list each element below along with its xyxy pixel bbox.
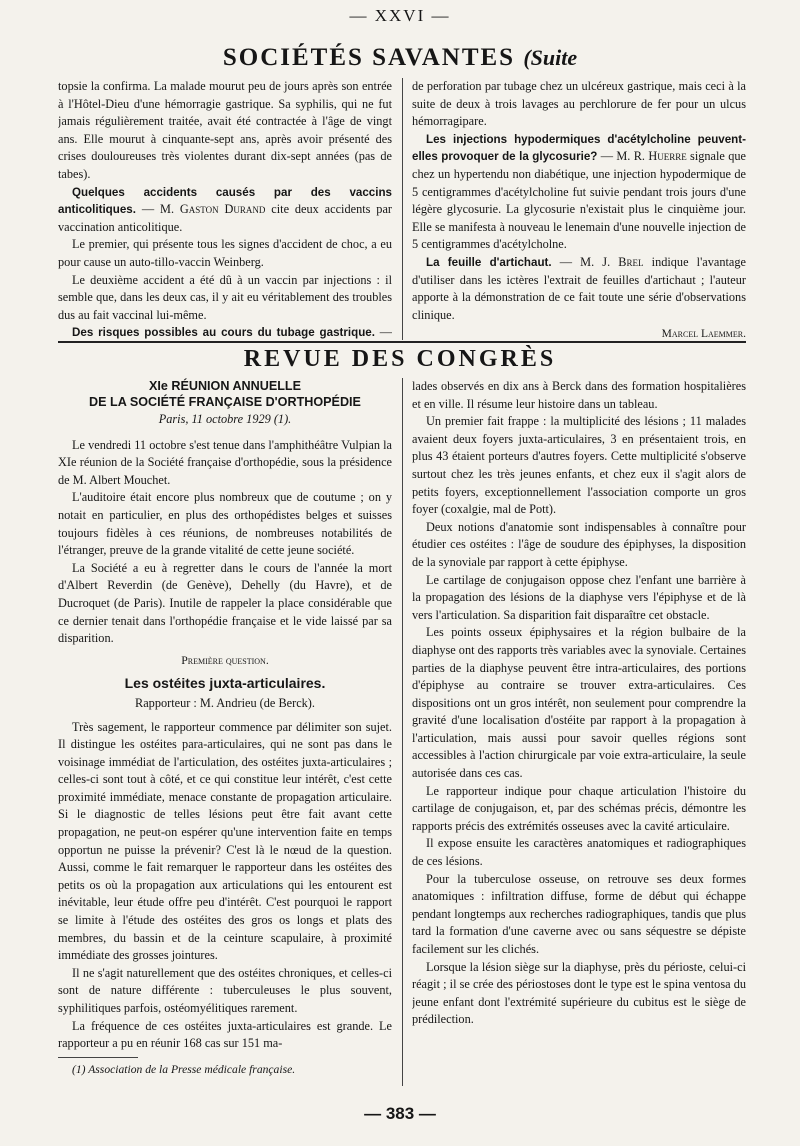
top-right-column [412, 78, 746, 340]
subsection-heading: La feuille d'artichaut. [426, 255, 552, 269]
subsection-heading: Quelques accidents causés par des vaccins anticolitiques. [58, 185, 392, 217]
paragraph: de perforation par tubage chez un ulcéreux gastrique, mais ceci à la suite de deux à trois lavages au perchlorure de fer pour un ulcus hémorragipare. [412, 79, 746, 129]
rapporteur: Rapporteur : M. Andrieu (de Berck). [135, 695, 315, 710]
author-name: M. R. Huerre [616, 149, 687, 164]
author-name: M. Gaston Durand [160, 202, 266, 217]
paragraph: Pour la tuberculose osseuse, on retrouve ses deux formes anatomiques : infiltration diffuse, forme de début qui échappe pendant longtemps aux recherches radiographiques, tandis que plus tard la formation d'une caverne avec ou sans séquestre se dépiste facilement sur les clichés. [412, 871, 746, 956]
paragraph: Le rapporteur indique pour chaque articulation l'histoire du cartilage de conjugaison, et, par des schémas précis, démontre les rapports précis des extrémités osseuses avec la cavité articulaire. [412, 783, 746, 833]
paragraph: L'auditoire était encore plus nombreux que de coutume ; on y notait en particulier, en plus des orthopédistes belges et suisses toujours fidèles à ces réunions, de nombreuses notabilités de l'étranger, preuve de la grande vitalité de cette jeune société. [58, 490, 392, 558]
footnote: (1) Association de la Presse médicale française. [72, 1062, 296, 1076]
bottom-right-column [412, 378, 746, 1098]
paragraph: Un premier fait frappe : la multiplicité des lésions ; 11 malades avaient deux foyers juxta-articulaires, 3 en présentaient trois, en plus 43 étaient porteurs d'autres foyers. Cette multiplicité s'observe surtout chez les très jeunes enfants, et chez eux il s'agit alors de petits foyers, exceptionnellement l'association comporte un gros foyer (coxalgie, mal de Pott). [412, 414, 746, 517]
paragraph: Deux notions d'anatomie sont indispensables à connaître pour étudier ces ostéites : l'âge de soudure des épiphyses, la disposition de la synoviale par rapport à cette épiphyse. [412, 519, 746, 569]
subsection-heading: Les injections hypodermiques d'acétylcholine peuvent-elles provoquer de la glycosurie? [412, 132, 746, 164]
paragraph: Le cartilage de conjugaison oppose chez l'enfant une barrière à la propagation des lésions de la diaphyse vers l'épiphyse et de là vers l'articulation. Sa disparition fait disparaître cet obstacle. [412, 572, 746, 622]
paragraph: Quelques accidents causés par des vaccins anticolitiques. — M. Gaston Durand cite deux accidents par vaccination anticolitique. [58, 185, 392, 234]
paragraph: topsie la confirma. La malade mourut peu de jours après son entrée à l'Hôtel-Dieu d'une hémorragie gastrique. Sa syphilis, qui ne fut jamais régulièrement traitée, avait été contractée à l'âge de vingt ans. Elle mourut à cinquante-sept ans, après avoir présenté des crises douloureuses très violentes durant dix-sept années (pas de tabes). [58, 79, 392, 181]
meeting-title [58, 378, 392, 410]
paragraph-text: cite deux accidents par vaccination anticolitique. [58, 202, 392, 234]
paragraph-text: signale que chez un hypertendu non diabétique, une injection hypodermique de 5 centigrammes d'acétylcholine fut suivie pendant trois jours d'une légère glycosurie. La glycosurie n'existait plus le cinquième jour. Elle se manifesta à nouveau le lenemain d'une nouvelle injection de 5 centigrammes d'acétylcholne. [412, 149, 746, 252]
paragraph: Des risques possibles au cours du tubage gastrique. — [72, 325, 392, 340]
subsection-heading: Des risques possibles au cours du tubage gastrique. [72, 326, 375, 340]
signature: Marcel Laemmer. [661, 328, 746, 340]
paragraph: La Société a eu à regretter dans le cours de l'année la mort d'Albert Reverdin (de Genève), Dehelly (du Havre), et de Ducroquet (de Paris). Inutile de rappeler la place considérable que ce dernier tenait dans l'orthopédie française et le vide laissé par sa disparition. [58, 560, 392, 646]
section-title-text: SOCIÉTÉS SAVANTES [222, 44, 516, 71]
paragraph: Il ne s'agit naturellement que des ostéites chroniques, et celles-ci sont de nature différente : tuberculeuses le plus souvent, syphilitiques parfois, ostéomyélitiques rarement. [58, 965, 392, 1015]
paragraph: Le vendredi 11 octobre s'est tenue dans l'amphithéâtre Vulpian la XIe réunion de la Société française d'orthopédie, sous la présidence de M. Albert Mouchet. [58, 437, 392, 487]
meeting-title-line: XIe RÉUNION ANNUELLE [148, 379, 302, 393]
section-title-suite: (Suite [523, 45, 578, 70]
question-label: Première question. [181, 652, 269, 667]
paragraph-text: indique l'avantage d'utiliser dans les ictères l'extrait de feuilles d'artichaut ; l'auteur apporte à la démonstration de ce fait toute une série d'observations clinique. [412, 254, 746, 322]
author-name: M. J. Brel [580, 254, 644, 269]
paragraph: lades observés en dix ans à Berck dans des formation hospitalières et en ville. Il résume leur histoire dans un tableau. [412, 379, 746, 411]
column-divider [402, 78, 403, 340]
meeting-title-line: DE LA SOCIÉTÉ FRANÇAISE D'ORTHOPÉDIE [89, 395, 361, 409]
article-title: Les ostéites juxta-articulaires. [124, 675, 326, 692]
paragraph: Le deuxième accident a été dû à un vaccin par injections : il semble que, dans les deux cas, il y ait eu véritablement des troubles dus au fait vaccinal lui-même. [58, 272, 392, 322]
paragraph: Les points osseux épiphysaires et la région bulbaire de la diaphyse ont des rapports très variables avec la synoviale. Certaines parties de la diaphyse peuvent être intra-articulaires, des portions d'épiphyse au contraire se trouver extra-articulaires. Ces dispositions ont un gros intérêt, non seulement pour comprendre la gravité d'une localisation d'ostéite par rapport à la propagation à l'articulation, mais aussi pour savoir quelles régions sont accessibles à l'action chirurgicale par voie extra-articulaire, la seule autorisée dans ces cas. [412, 625, 746, 781]
column-divider [402, 378, 403, 1086]
page-number: — 383 — [364, 1104, 436, 1123]
paragraph: La feuille d'artichaut. — M. J. Brel indique l'avantage d'utiliser dans les ictères l'extrait de feuilles d'artichaut ; l'auteur apporte à la démonstration de ce fait toute une série d'observations clinique. [412, 254, 746, 322]
paragraph: La fréquence de ces ostéites juxta-articulaires est grande. Le rapporteur a pu en réunir 168 cas sur 151 ma- [58, 1018, 392, 1051]
congres-title: REVUE DES CONGRÈS [243, 346, 557, 372]
section-title [0, 44, 800, 72]
section-rule [58, 341, 746, 343]
paragraph: Le premier, qui présente tous les signes d'accident de choc, a eu pour cause un auto-tillo-vaccin Weinberg. [58, 237, 392, 269]
paragraph: Très sagement, le rapporteur commence par délimiter son sujet. Il distingue les ostéites para-articulaires, qui ne sont pas dans le voisinage immédiat de l'articulation, des ostéites juxta-articulaires ; celles-ci sont tout à côté, et ce qui constitue leur intérêt, c'est cette proximité immédiate, menace constante de propagation articulaire. Si le diagnostic de telles lésions peut être fait avant cette propagation, ne peut-on espérer qu'une intervention faite en temps opportun ne puisse la prévenir? C'est là le nœud de la question. Aussi, comme le fait remarquer le rapporteur dans les ostéites des petits os où la propagation aux articulations qui les entourent est inévitable, leur étude offre peu d'intérêt. C'est pourquoi le rapport se limite à l'étude des ostéites des gros os longs et plats des membres, du bassin et de la ceinture scapulaire, à proximité immédiate des grosses jointures. [58, 719, 392, 963]
footnote-rule [58, 1057, 138, 1058]
meeting-date: Paris, 11 octobre 1929 (1). [158, 412, 292, 426]
paragraph: Les injections hypodermiques d'acétylcholine peuvent-elles provoquer de la glycosurie? — M. R. Huerre signale que chez un hypertendu non diabétique, une injection hypodermique de 5 centigrammes d'acétylcholine fut suivie pendant trois jours d'une légère glycosurie. La glycosurie n'existait plus le cinquième jour. Elle se manifesta à nouveau le lenemain d'une nouvelle injection de 5 centigrammes d'acétylcholne. [412, 132, 746, 252]
bottom-left-column [58, 378, 392, 1086]
paragraph: Lorsque la lésion siège sur la diaphyse, près du périoste, celui-ci réagit ; il se crée des périostoses dont le type est le spina ventosa du jeune enfant dont l'extrémité supérieure du cubitus est le siège de prédilection. [412, 959, 746, 1027]
paragraph: Il expose ensuite les caractères anatomiques et radiographiques de ces lésions. [412, 836, 746, 869]
top-left-column [58, 78, 392, 340]
running-head: — XXVI — [349, 6, 451, 25]
